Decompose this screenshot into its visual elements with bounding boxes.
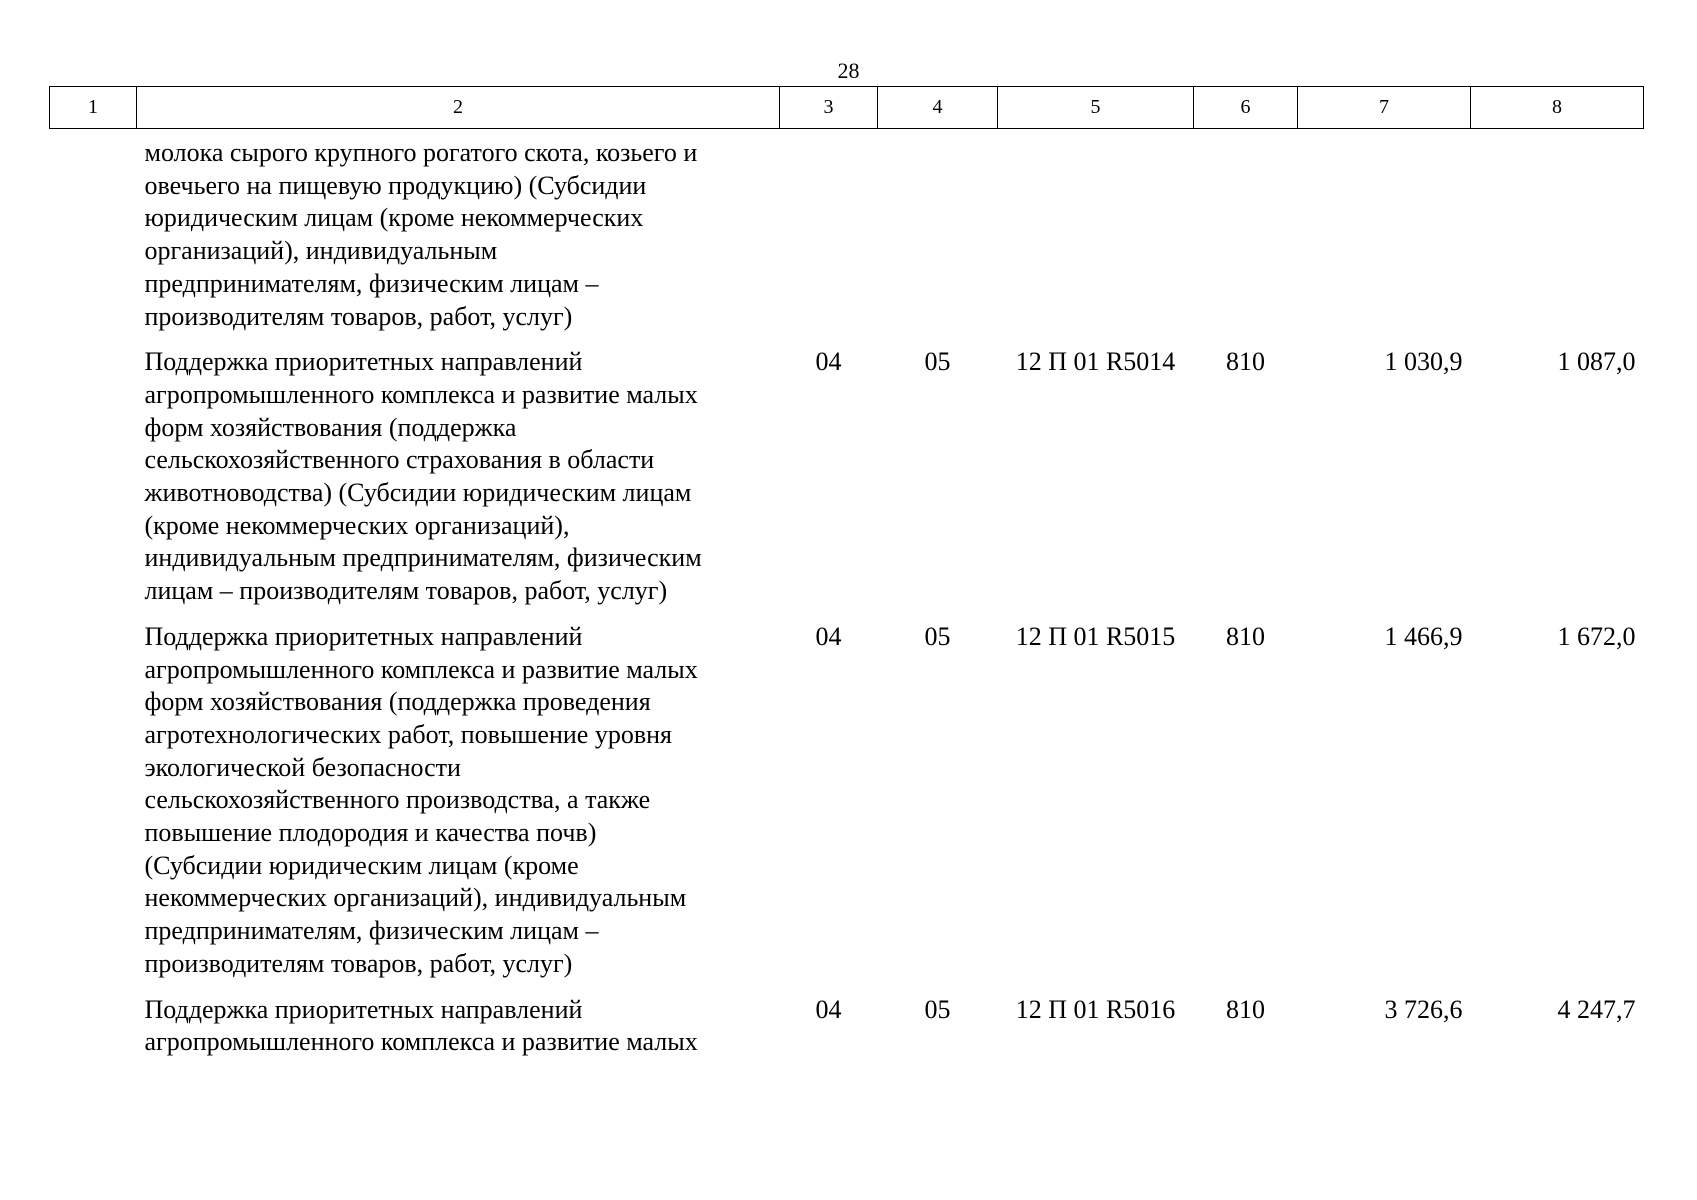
description-line: форм хозяйствования (поддержка <box>144 412 517 442</box>
target-article-code: 12 П 01 R5014 <box>1015 347 1176 377</box>
row-description <box>137 608 780 981</box>
amount-column-8: 1 087,0 <box>1557 347 1636 377</box>
description-line: овечьего на пищевую продукцию) (Субсидии <box>144 170 647 200</box>
description-line: агропромышленного комплекса и развитие малых <box>144 379 698 409</box>
table-header <box>50 87 1644 129</box>
amount-column-7: 1 466,9 <box>1384 621 1463 651</box>
description-line: агропромышленного комплекса и развитие малых <box>144 654 698 684</box>
description-line: повышение плодородия и качества почв) <box>144 818 597 848</box>
description-line: некоммерческих организаций), индивидуальным <box>144 883 687 913</box>
description-line: сельскохозяйственного страхования в области <box>144 445 655 475</box>
description-line: животноводства) (Субсидии юридическим лицам <box>144 478 692 508</box>
description-line: Поддержка приоритетных направлений <box>144 994 583 1024</box>
empty-cell <box>780 129 878 334</box>
section-code: 04 <box>815 621 842 651</box>
expense-type-code: 810 <box>1226 994 1265 1024</box>
amount-column-8: 1 672,0 <box>1557 621 1636 651</box>
header-row <box>50 87 1644 129</box>
header-col-8: 8 <box>1471 87 1644 129</box>
empty-cell <box>1194 129 1298 334</box>
amount-column-8: 4 247,7 <box>1557 994 1636 1024</box>
subsection-code: 05 <box>924 347 951 377</box>
description-line: (кроме некоммерческих организаций), <box>144 510 570 540</box>
target-article-code: 12 П 01 R5015 <box>1015 621 1176 651</box>
header-col-3: 3 <box>780 87 878 129</box>
description-line: агротехнологических работ, повышение уровня <box>144 719 672 749</box>
empty-cell <box>878 129 998 334</box>
row-description <box>137 129 780 334</box>
description-line: экологической безопасности <box>144 752 461 782</box>
header-col-7: 7 <box>1298 87 1471 129</box>
description-line: сельскохозяйственного производства, а также <box>144 785 651 815</box>
section-code: 04 <box>815 994 842 1024</box>
description-line: Поддержка приоритетных направлений <box>144 347 583 377</box>
expense-type-code: 810 <box>1226 621 1265 651</box>
row-description <box>137 333 780 608</box>
table-body <box>50 129 1644 1059</box>
table-row-continuation <box>50 129 1644 334</box>
amount-column-7: 1 030,9 <box>1384 347 1463 377</box>
empty-cell <box>1298 129 1471 334</box>
header-col-4: 4 <box>878 87 998 129</box>
page-number: 28 <box>837 58 860 83</box>
row-number-cell <box>50 608 137 981</box>
header-col-6: 6 <box>1194 87 1298 129</box>
description-line: производителям товаров, работ, услуг) <box>144 301 573 331</box>
description-line: молока сырого крупного рогатого скота, козьего и <box>144 138 698 167</box>
budget-table <box>49 86 1644 1059</box>
subsection-code: 05 <box>924 994 951 1024</box>
empty-cell <box>1471 129 1644 334</box>
description-line: форм хозяйствования (поддержка проведения <box>144 687 651 717</box>
description-line: лицам – производителям товаров, работ, услуг) <box>144 576 668 606</box>
description-line: юридическим лицам (кроме некоммерческих <box>144 203 644 233</box>
table-row <box>50 333 1644 608</box>
description-line: индивидуальным предпринимателям, физическим <box>144 543 702 573</box>
subsection-code: 05 <box>924 621 951 651</box>
row-description <box>137 981 780 1059</box>
description-line: Поддержка приоритетных направлений <box>144 621 583 651</box>
amount-column-7: 3 726,6 <box>1384 994 1463 1024</box>
description-line: агропромышленного комплекса и развитие малых <box>144 1027 698 1057</box>
header-col-1: 1 <box>50 87 137 129</box>
row-number-cell <box>50 333 137 608</box>
header-col-2: 2 <box>137 87 780 129</box>
header-col-5: 5 <box>998 87 1194 129</box>
row-number-cell <box>50 981 137 1059</box>
row-number-cell <box>50 129 137 334</box>
target-article-code: 12 П 01 R5016 <box>1015 994 1176 1024</box>
description-line: производителям товаров, работ, услуг) <box>144 948 573 978</box>
empty-cell <box>998 129 1194 334</box>
description-line: (Субсидии юридическим лицам (кроме <box>144 850 579 880</box>
description-line: предпринимателям, физическим лицам – <box>144 916 599 946</box>
table-row <box>50 981 1644 1059</box>
description-line: предпринимателям, физическим лицам – <box>144 268 599 298</box>
table-row <box>50 608 1644 981</box>
expense-type-code: 810 <box>1226 347 1265 377</box>
section-code: 04 <box>815 347 842 377</box>
description-line: организаций), индивидуальным <box>144 236 498 266</box>
